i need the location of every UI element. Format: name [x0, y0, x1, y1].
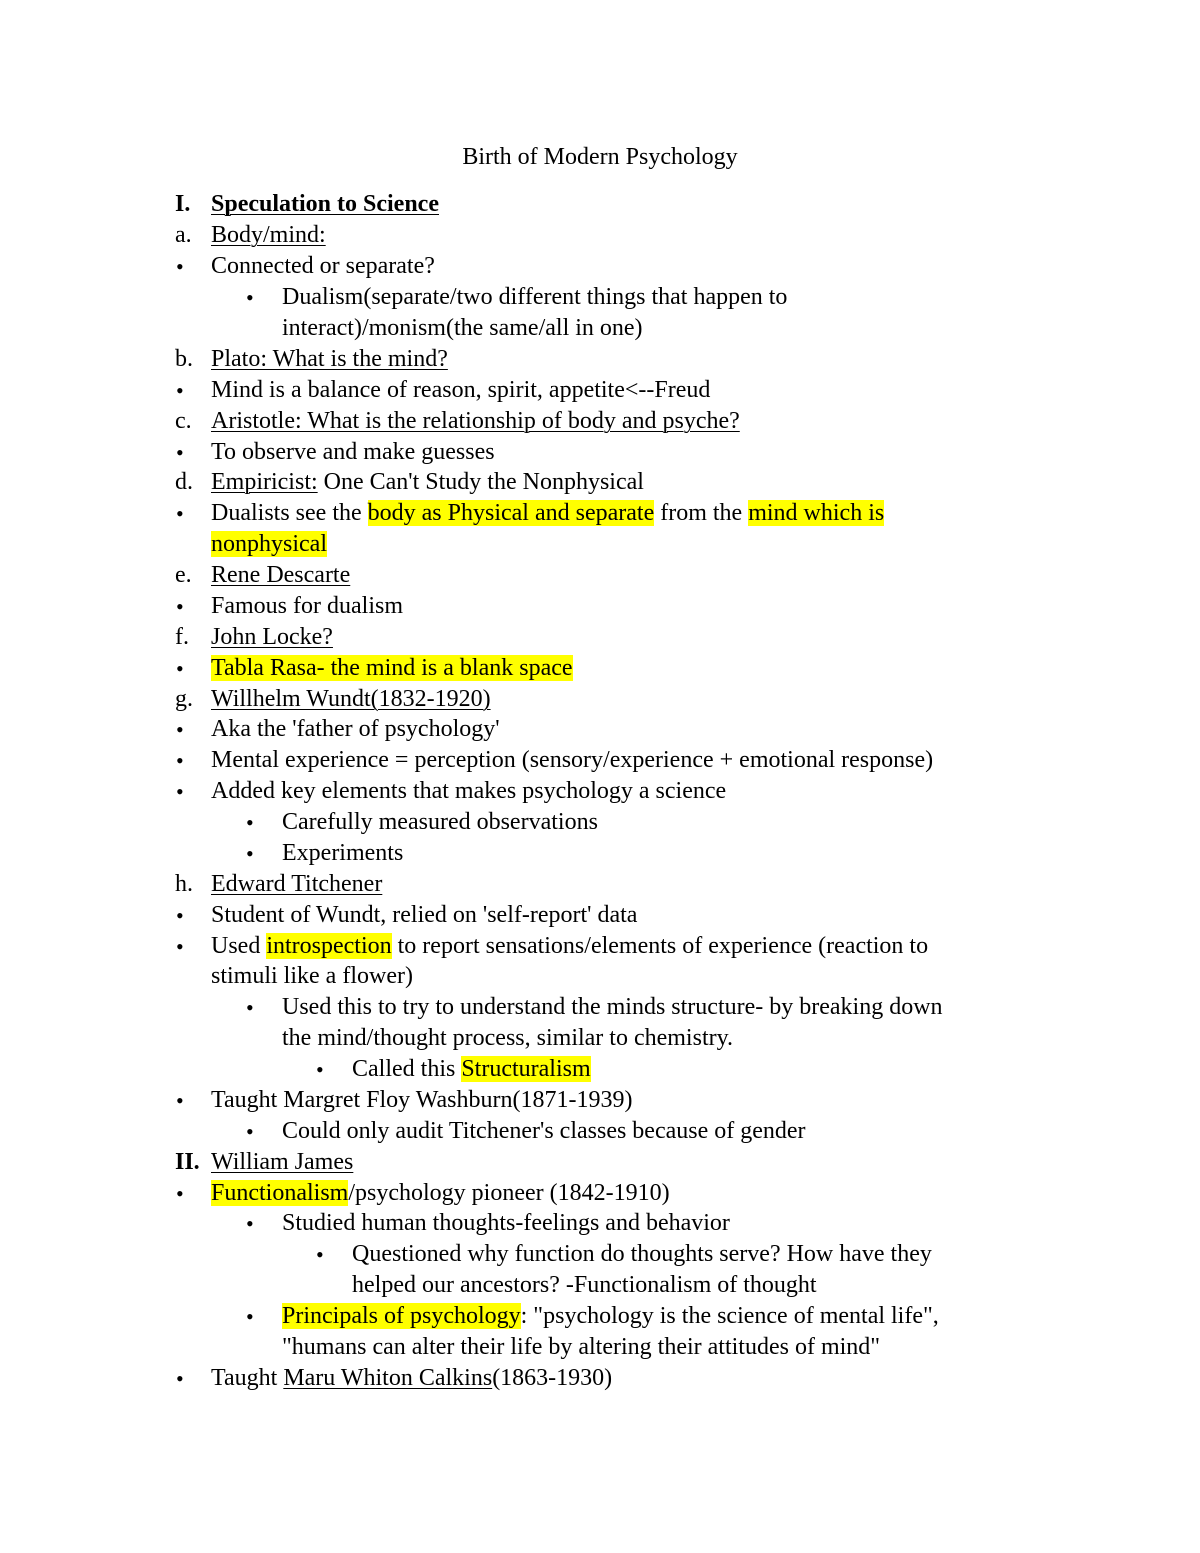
outline-item — [0, 498, 1200, 529]
page-title: Birth of Modern Psychology — [462, 144, 738, 170]
outline-item — [0, 1363, 1200, 1394]
text-segment: from the — [654, 500, 749, 526]
bullet-marker: • — [176, 748, 184, 773]
item-text — [211, 653, 573, 684]
text-segment: the mind/thought process, similar to chemistry. — [282, 1025, 734, 1051]
outline-item — [0, 1116, 1200, 1147]
underlined-heading-text: Willhelm Wundt(1832-1920) — [211, 686, 491, 712]
list-marker: II. — [175, 1149, 200, 1175]
item-text — [211, 961, 413, 992]
bullet-marker: • — [246, 285, 254, 310]
underlined-heading-text: Edward Titchener — [211, 871, 383, 897]
outline-item — [0, 931, 1200, 962]
outline-item — [0, 344, 1200, 375]
item-text — [282, 1116, 806, 1147]
text-segment: Aka the 'father of psychology' — [211, 716, 500, 742]
text-segment: Added key elements that makes psychology a science — [211, 778, 727, 804]
bullet-marker: • — [176, 903, 184, 928]
item-text — [211, 1085, 632, 1116]
outline-item — [0, 807, 1200, 838]
item-text — [211, 560, 350, 591]
text-segment: helped our ancestors? -Functionalism of thought — [352, 1272, 817, 1298]
item-text — [211, 591, 403, 622]
bullet-marker: • — [176, 254, 184, 279]
item-text — [282, 1023, 733, 1054]
item-text — [211, 745, 933, 776]
text-segment: "humans can alter their life by altering their attitudes of mind" — [282, 1334, 881, 1360]
item-text — [282, 807, 598, 838]
list-marker: d. — [175, 469, 193, 495]
text-segment: To observe and make guesses — [211, 439, 495, 465]
outline-item — [0, 437, 1200, 468]
item-text — [211, 1363, 612, 1394]
outline-item — [0, 1054, 1200, 1085]
outline-item — [0, 1178, 1200, 1209]
bullet-marker: • — [176, 934, 184, 959]
text-segment: /psychology pioneer (1842-1910) — [348, 1180, 670, 1206]
item-text — [211, 220, 326, 251]
text-segment: Dualists see the — [211, 500, 368, 526]
bullet-marker: • — [176, 440, 184, 465]
bullet-marker: • — [176, 1088, 184, 1113]
list-marker: b. — [175, 346, 193, 372]
text-segment: Called this — [352, 1056, 462, 1082]
highlighted-text: Functionalism — [211, 1180, 349, 1206]
bullet-marker: • — [246, 1304, 254, 1329]
bullet-marker: • — [176, 594, 184, 619]
text-segment: Connected or separate? — [211, 253, 435, 279]
item-text — [211, 437, 495, 468]
outline-item — [0, 251, 1200, 282]
outline-item — [0, 467, 1200, 498]
text-segment: Mind is a balance of reason, spirit, appetite<--Freud — [211, 377, 711, 403]
text-segment: Student of Wundt, relied on 'self-report' data — [211, 902, 638, 928]
item-text — [211, 344, 448, 375]
text-segment: stimuli like a flower) — [211, 963, 413, 989]
text-segment: Could only audit Titchener's classes because of gender — [282, 1118, 806, 1144]
bullet-marker: • — [176, 1181, 184, 1206]
outline-item-continuation — [0, 529, 1200, 560]
item-text — [352, 1239, 932, 1270]
item-text — [211, 714, 500, 745]
bullet-marker: • — [246, 810, 254, 835]
highlighted-text: Structuralism — [461, 1056, 591, 1082]
underlined-heading-text: Maru Whiton Calkins — [283, 1365, 493, 1391]
text-segment: to report sensations/elements of experience (reaction to — [391, 933, 929, 959]
outline-item — [0, 1301, 1200, 1332]
item-text — [211, 1178, 670, 1209]
outline-item — [0, 406, 1200, 437]
outline-item — [0, 375, 1200, 406]
item-text — [282, 1332, 880, 1363]
text-segment: Experiments — [282, 840, 404, 866]
highlighted-text: Tabla Rasa- the mind is a blank space — [211, 655, 573, 681]
list-marker: h. — [175, 871, 193, 897]
list-marker: f. — [175, 624, 189, 650]
outline-item — [0, 684, 1200, 715]
underlined-heading-text: Plato: What is the mind? — [211, 346, 448, 372]
highlighted-text: introspection — [266, 933, 392, 959]
text-segment: Mental experience = perception (sensory/experience + emotional response) — [211, 747, 934, 773]
list-marker: a. — [175, 222, 192, 248]
list-marker: g. — [175, 686, 193, 712]
underlined-heading-text: Body/mind: — [211, 222, 326, 248]
item-text — [211, 869, 382, 900]
outline-item — [0, 838, 1200, 869]
item-text — [352, 1054, 591, 1085]
bullet-marker: • — [246, 1119, 254, 1144]
text-segment: Taught Margret Floy Washburn(1871-1939) — [211, 1087, 633, 1113]
item-text — [282, 1208, 730, 1239]
underlined-heading-text: Rene Descarte — [211, 562, 351, 588]
text-segment: One Can't Study the Nonphysical — [317, 469, 644, 495]
highlighted-text: Principals of psychology — [282, 1303, 521, 1329]
outline-item-continuation — [0, 313, 1200, 344]
item-text — [282, 992, 943, 1023]
outline-item — [0, 1147, 1200, 1178]
item-text — [211, 900, 637, 931]
outline-item — [0, 189, 1200, 220]
text-segment: interact)/monism(the same/all in one) — [282, 315, 643, 341]
outline-item — [0, 1239, 1200, 1270]
item-text — [211, 684, 491, 715]
outline-item — [0, 776, 1200, 807]
highlighted-text: mind which is — [748, 500, 885, 526]
underlined-heading-text: William James — [211, 1149, 354, 1175]
outline-item — [0, 653, 1200, 684]
text-segment: Studied human thoughts-feelings and behavior — [282, 1210, 730, 1236]
outline-item — [0, 900, 1200, 931]
outline-item — [0, 622, 1200, 653]
list-marker: c. — [175, 408, 192, 434]
outline-item — [0, 992, 1200, 1023]
outline-item — [0, 714, 1200, 745]
item-text — [211, 189, 439, 220]
item-text — [211, 529, 327, 560]
bullet-marker: • — [176, 378, 184, 403]
text-segment: : "psychology is the science of mental life", — [520, 1303, 939, 1329]
underlined-heading-text: John Locke? — [211, 624, 333, 650]
item-text — [282, 1301, 939, 1332]
outline-item — [0, 560, 1200, 591]
bullet-marker: • — [176, 656, 184, 681]
bullet-marker: • — [316, 1057, 324, 1082]
item-text — [211, 776, 726, 807]
outline-item — [0, 745, 1200, 776]
item-text — [282, 282, 787, 313]
text-segment: Questioned why function do thoughts serve? How have they — [352, 1241, 932, 1267]
item-text — [211, 467, 644, 498]
item-text — [282, 838, 403, 869]
outline-item — [0, 1208, 1200, 1239]
item-text — [352, 1270, 817, 1301]
bullet-marker: • — [246, 841, 254, 866]
outline-item — [0, 220, 1200, 251]
bullet-marker: • — [176, 717, 184, 742]
bullet-marker: • — [246, 995, 254, 1020]
bullet-marker: • — [246, 1211, 254, 1236]
text-segment: Dualism(separate/two different things that happen to — [282, 284, 788, 310]
item-text — [211, 1147, 353, 1178]
item-text — [211, 931, 928, 962]
bullet-marker: • — [176, 1366, 184, 1391]
text-segment: (1863-1930) — [492, 1365, 613, 1391]
list-marker: e. — [175, 562, 192, 588]
text-segment: Famous for dualism — [211, 593, 403, 619]
text-segment: Taught — [211, 1365, 284, 1391]
outline-item — [0, 591, 1200, 622]
underlined-heading-text: Speculation to Science — [211, 191, 439, 217]
outline-item-continuation — [0, 1270, 1200, 1301]
outline-item-continuation — [0, 1023, 1200, 1054]
underlined-heading-text: Empiricist: — [211, 469, 318, 495]
list-marker: I. — [175, 191, 191, 217]
bullet-marker: • — [316, 1242, 324, 1267]
item-text — [282, 313, 643, 344]
text-segment: Carefully measured observations — [282, 809, 598, 835]
item-text — [211, 375, 710, 406]
highlighted-text: body as Physical and separate — [367, 500, 655, 526]
underlined-heading-text: Aristotle: What is the relationship of body and psyche? — [211, 408, 740, 434]
outline-item — [0, 1085, 1200, 1116]
text-segment: Used this to try to understand the minds structure- by breaking down — [282, 994, 943, 1020]
item-text — [211, 406, 740, 437]
highlighted-text: nonphysical — [211, 531, 327, 557]
outline-item-continuation — [0, 1332, 1200, 1363]
bullet-marker: • — [176, 501, 184, 526]
item-text — [211, 251, 435, 282]
bullet-marker: • — [176, 779, 184, 804]
text-segment: Used — [211, 933, 267, 959]
outline-item — [0, 869, 1200, 900]
outline-item-continuation — [0, 961, 1200, 992]
outline-item — [0, 282, 1200, 313]
item-text — [211, 498, 884, 529]
item-text — [211, 622, 333, 653]
